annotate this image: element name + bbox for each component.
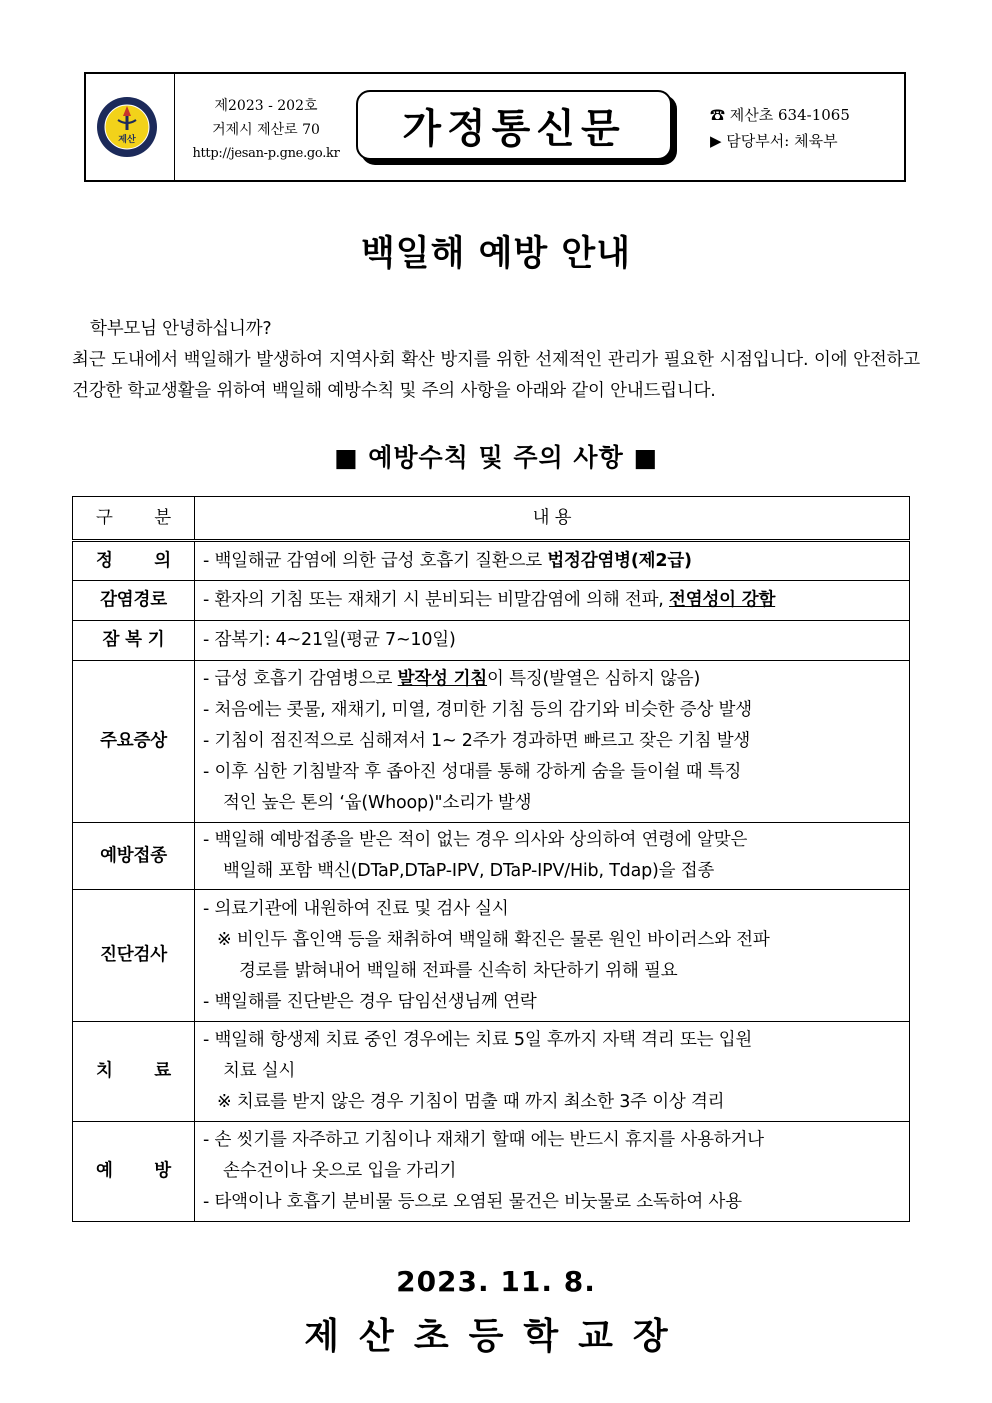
page-title: 백일해 예방 안내 — [360, 234, 632, 274]
content-prevention: - 손 씻기를 자주하고 기침이나 재채기 할때 에는 반드시 휴지를 사용하거나 손수건이나 옷으로 입을 가리기 - 타액이나 호흡기 분비물 등으로 오염된 물건은 비눗물로 소독하여 사용 — [195, 1122, 910, 1222]
greeting: 학부모님 안녕하십니까? — [90, 319, 272, 339]
table-row-symptoms — [73, 661, 910, 823]
table-row-prevention — [73, 1122, 910, 1222]
category-symptoms: 주요증상 — [73, 661, 195, 823]
header-category: 구 분 — [73, 497, 195, 541]
table-row-definition — [73, 541, 910, 581]
table-row-treatment — [73, 1022, 910, 1122]
contact-info — [710, 102, 900, 154]
school-url[interactable]: http://jesan-p.gne.go.kr — [192, 146, 340, 161]
table-row-incubation — [73, 621, 910, 661]
category-diagnosis: 진단검사 — [73, 890, 195, 1022]
category-prevention: 예 방 — [73, 1122, 195, 1222]
principal-signature: 제산초등학교장 — [304, 1316, 688, 1357]
logo-cell — [86, 74, 175, 180]
intro-paragraph — [72, 314, 920, 407]
content-incubation: - 잠복기: 4~21일(평균 7~10일) — [195, 621, 910, 661]
table-row-diagnosis — [73, 890, 910, 1022]
content-symptoms: - 급성 호흡기 감염병으로 발작성 기침이 특징(발열은 심하지 않음) - 처음에는 콧물, 재채기, 미열, 경미한 기침 등의 감기와 비슷한 증상 발생 - 기침이 점진적으로 심해져서 1~ 2주가 경과하면 빠르고 잦은 기침 발생 - 이후 심한 기침발작 후 좁아진 성대를 통해 강하게 숨을 들이쉴 때 특징 적인 높은 톤의 ‘웁(Whoop)"소리가 발생 — [195, 661, 910, 823]
logo-text: 제산 — [118, 135, 136, 145]
phone-number: ☎ 제산초 634-1065 — [710, 106, 850, 124]
table-header-row — [73, 497, 910, 541]
school-address: 거제시 제산로 70 — [212, 122, 320, 138]
category-incubation: 잠 복 기 — [73, 621, 195, 661]
issue-number: 제2023 - 202호 — [214, 98, 318, 114]
category-route: 감염경로 — [73, 581, 195, 621]
school-emblem-logo — [96, 96, 158, 158]
newsletter-nameplate — [356, 90, 672, 160]
section-title: ■ 예방수칙 및 주의 사항 ■ — [333, 443, 659, 472]
content-diagnosis: - 의료기관에 내원하여 진료 및 검사 실시 ※ 비인두 흡인액 등을 채취하여 백일해 확진은 물론 원인 바이러스와 전파 경로를 밝혀내어 백일해 전파를 신속히 차단하기 위해 필요 - 백일해를 진단받은 경우 담임선생님께 연락 — [195, 890, 910, 1022]
category-vaccination: 예방접종 — [73, 823, 195, 890]
category-definition: 정 의 — [73, 541, 195, 581]
issue-info — [186, 94, 346, 166]
content-vaccination: - 백일해 예방접종을 받은 적이 없는 경우 의사와 상의하여 연령에 알맞은 백일해 포함 백신(DTaP,DTaP-IPV, DTaP-IPV/Hib, Tdap)을 접종 — [195, 823, 910, 890]
content-definition: - 백일해균 감염에 의한 급성 호흡기 질환으로 법정감염병(제2급) — [195, 541, 910, 581]
intro-body: 최근 도내에서 백일해가 발생하여 지역사회 확산 방지를 위한 선제적인 관리가 필요한 시점입니다. 이에 안전하고 건강한 학교생활을 위하여 백일해 예방수칙 및 주의 사항을 아래와 같이 안내드립니다. — [72, 350, 920, 401]
newsletter-header — [84, 72, 906, 182]
table-row-route — [73, 581, 910, 621]
table-row-vaccination — [73, 823, 910, 890]
prevention-table — [72, 496, 910, 1222]
content-route: - 환자의 기침 또는 재채기 시 분비되는 비말감염에 의해 전파, 전염성이 강함 — [195, 581, 910, 621]
header-content: 내 용 — [195, 497, 910, 541]
issue-date: 2023. 11. 8. — [396, 1265, 596, 1298]
department: ▶ 담당부서: 체육부 — [710, 132, 838, 150]
content-treatment: - 백일해 항생제 치료 중인 경우에는 치료 5일 후까지 자택 격리 또는 입원 치료 실시 ※ 치료를 받지 않은 경우 기침이 멈출 때 까지 최소한 3주 이상 격리 — [195, 1022, 910, 1122]
newsletter-title: 가정통신문 — [402, 104, 626, 152]
category-treatment: 치 료 — [73, 1022, 195, 1122]
